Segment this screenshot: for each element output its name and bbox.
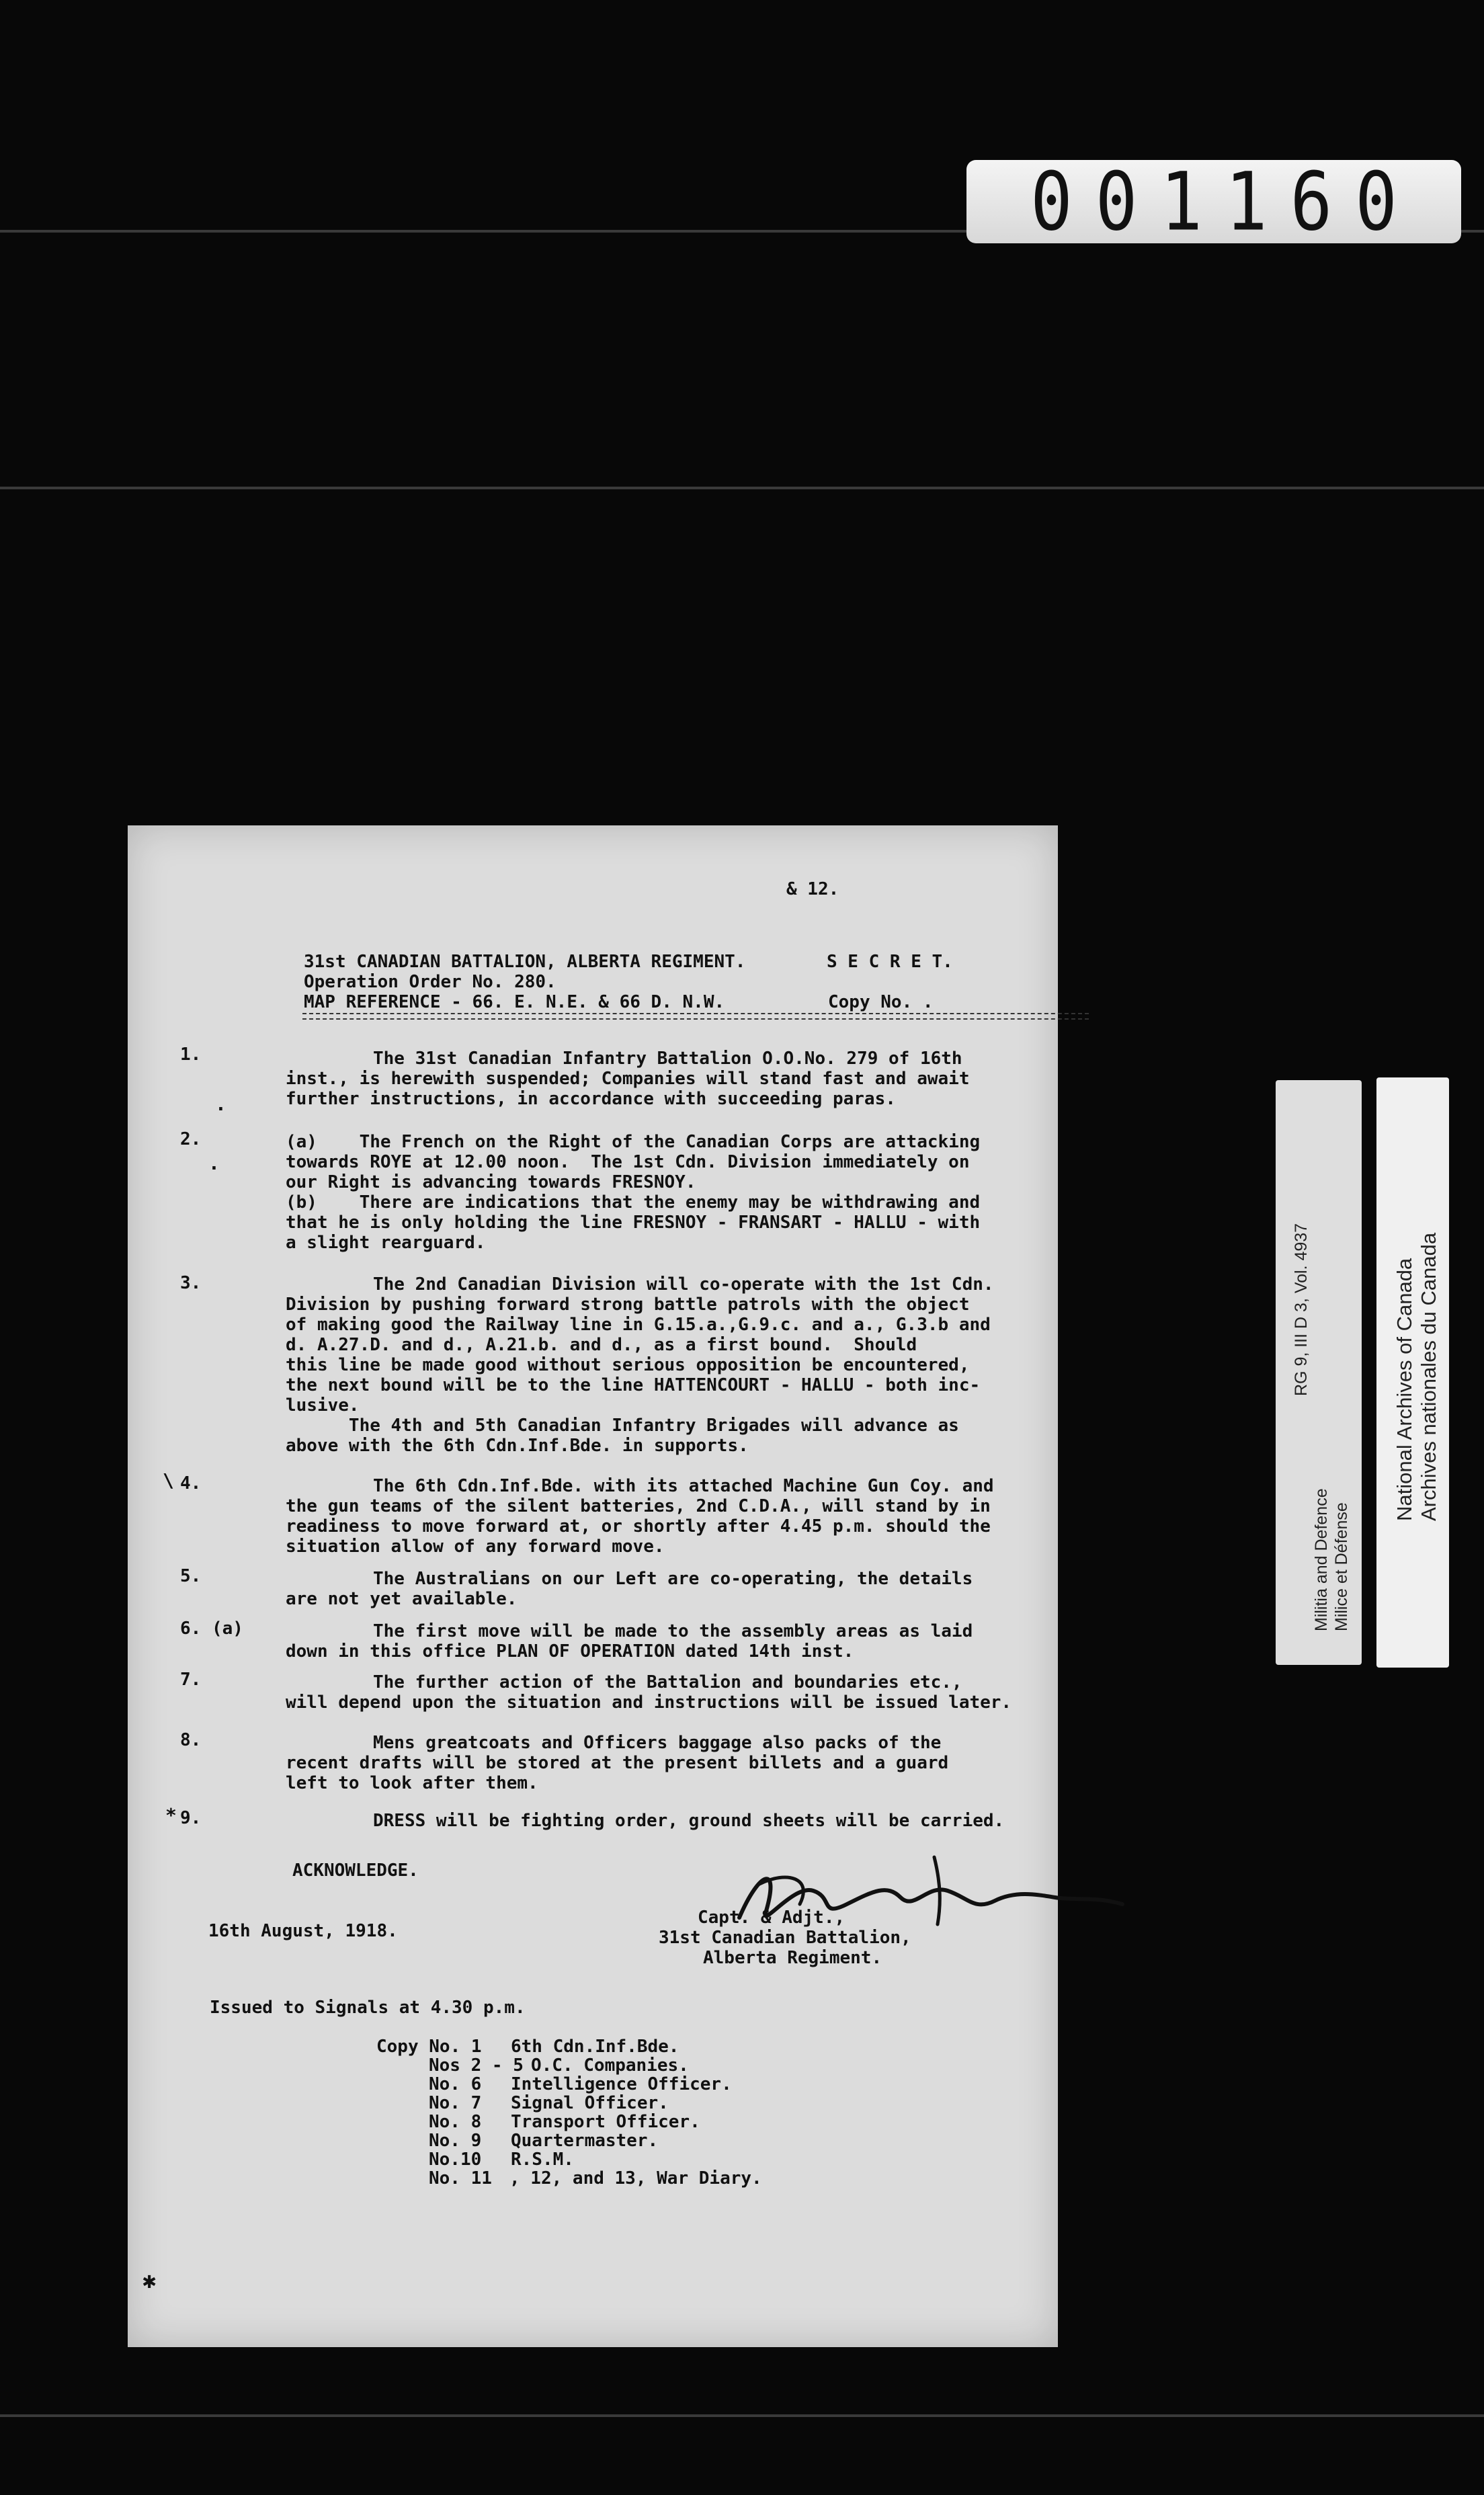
para-line: Mens greatcoats and Officers baggage also packs of the bbox=[373, 1733, 942, 1753]
para-line: The 6th Cdn.Inf.Bde. with its attached Machine Gun Coy. and bbox=[373, 1476, 994, 1496]
para-line: this line be made good without serious opposition be encountered, bbox=[286, 1355, 970, 1375]
document-page bbox=[128, 825, 1058, 2347]
header-copy-number: Copy No. . bbox=[828, 992, 934, 1012]
para-line: down in this office PLAN OF OPERATION dated 14th inst. bbox=[286, 1641, 854, 1662]
para-line: will depend upon the situation and instructions will be issued later. bbox=[286, 1692, 1012, 1713]
para-line: situation allow of any forward move. bbox=[286, 1537, 665, 1557]
film-edge-lower bbox=[0, 2414, 1484, 2417]
distribution-label: Nos 2 - 5 bbox=[429, 2055, 524, 2076]
fonds-english: Militia and Defence bbox=[1312, 1488, 1331, 1631]
signature-regiment: Alberta Regiment. bbox=[703, 1948, 882, 1968]
distribution-recipient: O.C. Companies. bbox=[531, 2055, 689, 2076]
para-line: The Australians on our Left are co-operating, the details bbox=[373, 1569, 973, 1589]
header-unit: 31st CANADIAN BATTALION, ALBERTA REGIMENT. bbox=[304, 952, 746, 972]
archives-english: National Archives of Canada bbox=[1393, 1258, 1416, 1521]
para-line: lusive. bbox=[286, 1395, 360, 1416]
para-line: further instructions, in accordance with succeeding paras. bbox=[286, 1089, 896, 1109]
para-line: are not yet available. bbox=[286, 1589, 518, 1609]
para-number: 4. bbox=[180, 1473, 202, 1494]
margin-tick: \ bbox=[163, 1469, 174, 1491]
fonds-french: Milice et Défense bbox=[1332, 1502, 1351, 1631]
header-map-reference: MAP REFERENCE - 66. E. N.E. & 66 D. N.W. bbox=[304, 992, 725, 1012]
frame-counter-number: 001160 bbox=[1030, 154, 1420, 249]
margin-tick: . bbox=[208, 1152, 220, 1174]
para-number: 8. bbox=[180, 1730, 202, 1750]
archive-reference: RG 9, III D 3, Vol. 4937 bbox=[1292, 1223, 1311, 1396]
distribution-recipient: Quartermaster. bbox=[511, 2131, 659, 2151]
para-line: a slight rearguard. bbox=[286, 1233, 486, 1253]
distribution-recipient: Transport Officer. bbox=[511, 2112, 700, 2132]
para-line: recent drafts will be stored at the present billets and a guard bbox=[286, 1753, 949, 1773]
archives-french: Archives nationales du Canada bbox=[1417, 1232, 1440, 1521]
signature-unit: 31st Canadian Battalion, bbox=[659, 1928, 911, 1948]
distribution-label: No. 6 bbox=[429, 2074, 482, 2094]
header-secret: S E C R E T. bbox=[827, 952, 953, 972]
para-line: The 2nd Canadian Division will co-operate with the 1st Cdn. bbox=[373, 1274, 994, 1295]
para-line: DRESS will be fighting order, ground sheets will be carried. bbox=[373, 1811, 1005, 1831]
distribution-recipient: 6th Cdn.Inf.Bde. bbox=[511, 2037, 679, 2057]
archive-reference-label bbox=[1276, 1080, 1362, 1665]
frame-counter bbox=[966, 154, 1461, 249]
para-line: towards ROYE at 12.00 noon. The 1st Cdn. Division immediately on bbox=[286, 1152, 970, 1172]
ink-blot: ✱ bbox=[142, 2267, 157, 2294]
para-line: Division by pushing forward strong battle patrols with the object bbox=[286, 1295, 970, 1315]
para-line: inst., is herewith suspended; Companies will stand fast and await bbox=[286, 1069, 970, 1089]
acknowledge: ACKNOWLEDGE. bbox=[292, 1860, 419, 1881]
para-line: The 31st Canadian Infantry Battalion O.O.No. 279 of 16th bbox=[373, 1049, 962, 1069]
para-line: our Right is advancing towards FRESNOY. bbox=[286, 1172, 696, 1192]
distribution-label: No.10 bbox=[429, 2150, 482, 2170]
para-line: the gun teams of the silent batteries, 2nd C.D.A., will stand by in bbox=[286, 1496, 991, 1516]
distribution-label: No. 8 bbox=[429, 2112, 482, 2132]
para-number: 9. bbox=[180, 1808, 202, 1828]
para-line: that he is only holding the line FRESNOY - FRANSART - HALLU - with bbox=[286, 1213, 981, 1233]
para-number: 3. bbox=[180, 1273, 202, 1293]
distribution-recipient: , 12, and 13, War Diary. bbox=[509, 2168, 762, 2189]
para-line: readiness to move forward at, or shortly after 4.45 p.m. should the bbox=[286, 1516, 991, 1537]
distribution-recipient: Intelligence Officer. bbox=[511, 2074, 732, 2094]
distribution-label: No. 7 bbox=[429, 2093, 482, 2113]
distribution-label: Copy No. 1 bbox=[376, 2037, 482, 2057]
header-rule bbox=[302, 1013, 1089, 1020]
header-order-number: Operation Order No. 280. bbox=[304, 972, 556, 992]
order-date: 16th August, 1918. bbox=[208, 1921, 398, 1941]
para-line: (b) There are indications that the enemy may be withdrawing and bbox=[286, 1192, 981, 1213]
para-line: d. A.27.D. and d., A.21.b. and d., as a first bound. Should bbox=[286, 1335, 917, 1355]
signature-rank: Capt. & Adjt., bbox=[698, 1908, 846, 1928]
para-number: 5. bbox=[180, 1566, 202, 1586]
para-number: 7. bbox=[180, 1670, 202, 1690]
para-line: The first move will be made to the assembly areas as laid bbox=[373, 1621, 973, 1641]
para-line: The 4th and 5th Canadian Infantry Brigades will advance as bbox=[286, 1416, 959, 1436]
para-line: of making good the Railway line in G.15.a.,G.9.c. and a., G.3.b and bbox=[286, 1315, 991, 1335]
margin-tick: . bbox=[215, 1093, 226, 1115]
page-number: & 12. bbox=[786, 879, 839, 899]
margin-tick: * bbox=[165, 1804, 177, 1826]
distribution-label: No. 11 bbox=[429, 2168, 492, 2189]
distribution-recipient: Signal Officer. bbox=[511, 2093, 669, 2113]
para-line: The further action of the Battalion and boundaries etc., bbox=[373, 1672, 962, 1692]
para-line: the next bound will be to the line HATTENCOURT - HALLU - both inc- bbox=[286, 1375, 981, 1395]
distribution-label: No. 9 bbox=[429, 2131, 482, 2151]
para-number: 2. bbox=[180, 1129, 202, 1149]
film-edge-upper bbox=[0, 487, 1484, 489]
para-number: 1. bbox=[180, 1045, 202, 1065]
issued-line: Issued to Signals at 4.30 p.m. bbox=[210, 1998, 526, 2018]
para-line: left to look after them. bbox=[286, 1773, 538, 1793]
national-archives-label bbox=[1376, 1077, 1449, 1668]
para-line: above with the 6th Cdn.Inf.Bde. in supports. bbox=[286, 1436, 749, 1456]
para-number: 6. (a) bbox=[180, 1619, 243, 1639]
distribution-recipient: R.S.M. bbox=[511, 2150, 574, 2170]
para-line: (a) The French on the Right of the Canadian Corps are attacking bbox=[286, 1132, 981, 1152]
